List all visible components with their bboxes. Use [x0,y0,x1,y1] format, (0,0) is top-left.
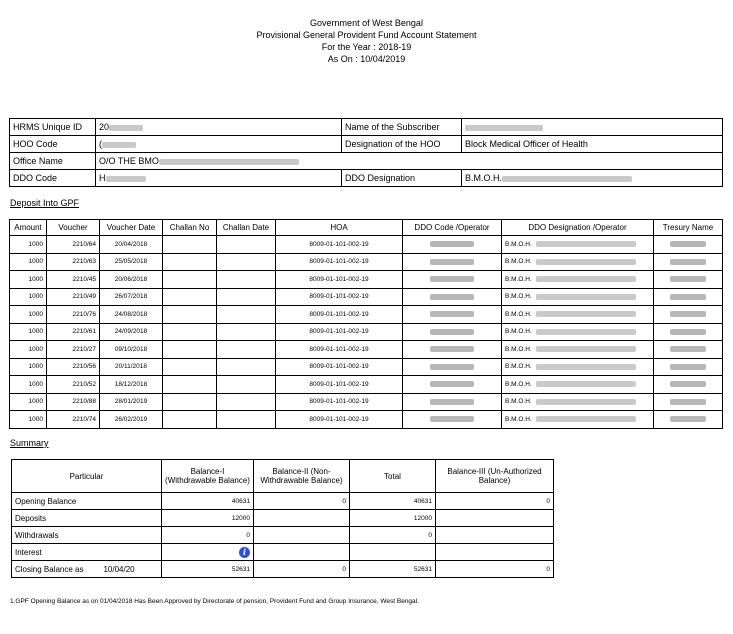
deposit-row [10,358,723,376]
amount-cell: 1000 [10,323,47,341]
withdrawals-label: Withdrawals [12,527,162,544]
closing-balance3: 0 [436,561,554,578]
summary-col-balance1: Balance-I (Withdrawable Balance) [162,460,254,493]
challan-date-cell [217,341,276,359]
summary-table [11,459,554,578]
treasury-cell [654,253,723,271]
challan-date-cell [217,411,276,429]
hoa-cell: 8009-01-101-002-19 [276,341,403,359]
footnote: 1.GPF Opening Balance as on 01/04/2018 Has Been Approved by Directorate of pension, Provident Fund and Group Insurance, West Bengal. [10,598,419,605]
hrms-value: 20 [96,119,342,136]
deposit-header-row [10,220,723,236]
ddo-code-cell [403,288,502,306]
interest-total [350,544,436,561]
ddo-code-cell [403,376,502,394]
voucher-date-cell: 26/02/2019 [100,411,163,429]
challan-date-cell [217,288,276,306]
voucher-cell: 2210/74 [47,411,100,429]
header-as-on: As On : 10/04/2019 [327,54,406,64]
ddo-designation-cell: B.M.O.H. [502,376,654,394]
ddo-code-value: H [96,170,342,187]
deposit-row [10,288,723,306]
voucher-date-cell: 20/11/2018 [100,358,163,376]
voucher-date-cell: 09/10/2018 [100,341,163,359]
voucher-date-cell: 24/09/2018 [100,323,163,341]
deposit-row [10,323,723,341]
ddo-code-cell [403,253,502,271]
voucher-cell: 2210/63 [47,253,100,271]
amount-cell: 1000 [10,288,47,306]
amount-cell: 1000 [10,236,47,254]
deposit-row [10,306,723,324]
treasury-cell [654,358,723,376]
hoa-cell: 8009-01-101-002-19 [276,306,403,324]
voucher-date-cell: 20/04/2018 [100,236,163,254]
closing-balance1: 52631 [162,561,254,578]
withdrawals-balance1: 0 [162,527,254,544]
hoa-cell: 8009-01-101-002-19 [276,323,403,341]
treasury-cell [654,306,723,324]
designation-hoo-value: Block Medical Officer of Health [462,136,723,153]
challan-date-cell [217,358,276,376]
hoa-cell: 8009-01-101-002-19 [276,236,403,254]
voucher-cell: 2210/52 [47,376,100,394]
deposit-row [10,376,723,394]
voucher-cell: 2210/49 [47,288,100,306]
interest-balance2 [254,544,350,561]
col-challan-no: Challan No [163,220,217,236]
challan-no-cell [163,253,217,271]
summary-col-total: Total [350,460,436,493]
voucher-date-cell: 24/08/2018 [100,306,163,324]
closing-total: 52631 [350,561,436,578]
col-hoa: HOA [276,220,403,236]
header-statement-title: Provisional General Provident Fund Account Statement [256,30,477,40]
ddo-code-cell [403,393,502,411]
ddo-designation-cell: B.M.O.H. [502,393,654,411]
challan-date-cell [217,323,276,341]
voucher-date-cell: 25/05/2018 [100,253,163,271]
opening-balance2: 0 [254,493,350,510]
amount-cell: 1000 [10,376,47,394]
office-name-label: Office Name [10,153,96,170]
ddo-code-cell [403,411,502,429]
treasury-cell [654,393,723,411]
deposits-label: Deposits [12,510,162,527]
interest-balance1 [162,544,254,561]
treasury-cell [654,411,723,429]
voucher-cell: 2210/76 [47,306,100,324]
challan-no-cell [163,323,217,341]
ddo-designation-cell: B.M.O.H. [502,341,654,359]
treasury-cell [654,323,723,341]
voucher-date-cell: 26/07/2018 [100,288,163,306]
amount-cell: 1000 [10,306,47,324]
ddo-code-cell [403,236,502,254]
interest-balance3 [436,544,554,561]
closing-balance2: 0 [254,561,350,578]
ddo-designation-label: DDO Designation [342,170,462,187]
ddo-designation-cell: B.M.O.H. [502,323,654,341]
deposit-row [10,236,723,254]
header-government: Government of West Bengal [310,18,423,28]
treasury-cell [654,271,723,289]
voucher-cell: 2210/88 [47,393,100,411]
col-ddo-designation: DDO Designation /Operator [502,220,654,236]
summary-row-opening [12,493,554,510]
info-icon[interactable]: i [239,547,250,558]
subscriber-value [462,119,723,136]
hoa-cell: 8009-01-101-002-19 [276,253,403,271]
summary-row-closing [12,561,554,578]
header-year: For the Year : 2018-19 [321,42,412,52]
ddo-code-cell [403,306,502,324]
hoa-cell: 8009-01-101-002-19 [276,376,403,394]
challan-no-cell [163,411,217,429]
summary-row-withdrawals [12,527,554,544]
withdrawals-total: 0 [350,527,436,544]
hoa-cell: 8009-01-101-002-19 [276,288,403,306]
deposit-table [9,219,723,429]
deposits-balance1: 12000 [162,510,254,527]
voucher-date-cell: 18/12/2018 [100,376,163,394]
challan-no-cell [163,341,217,359]
voucher-date-cell: 28/01/2019 [100,393,163,411]
challan-no-cell [163,271,217,289]
summary-col-particular: Particular [12,460,162,493]
summary-section-title: Summary [10,438,49,448]
challan-date-cell [217,393,276,411]
hoa-cell: 8009-01-101-002-19 [276,393,403,411]
opening-balance1: 40631 [162,493,254,510]
voucher-cell: 2210/45 [47,271,100,289]
challan-no-cell [163,306,217,324]
challan-date-cell [217,376,276,394]
treasury-cell [654,341,723,359]
voucher-cell: 2210/56 [47,358,100,376]
summary-row-interest [12,544,554,561]
amount-cell: 1000 [10,271,47,289]
summary-header-row [12,460,554,493]
amount-cell: 1000 [10,341,47,359]
voucher-date-cell: 20/06/2018 [100,271,163,289]
amount-cell: 1000 [10,358,47,376]
ddo-designation-value: B.M.O.H. [462,170,723,187]
deposit-row [10,253,723,271]
hoa-cell: 8009-01-101-002-19 [276,271,403,289]
ddo-code-cell [403,323,502,341]
amount-cell: 1000 [10,393,47,411]
deposits-balance2 [254,510,350,527]
amount-cell: 1000 [10,253,47,271]
treasury-cell [654,236,723,254]
opening-label: Opening Balance [12,493,162,510]
col-challan-date: Challan Date [217,220,276,236]
challan-no-cell [163,236,217,254]
subscriber-label: Name of the Subscriber [342,119,462,136]
challan-no-cell [163,376,217,394]
withdrawals-balance3 [436,527,554,544]
challan-date-cell [217,306,276,324]
voucher-cell: 2210/61 [47,323,100,341]
challan-date-cell [217,253,276,271]
col-treasury: Tresury Name [654,220,723,236]
challan-date-cell [217,236,276,254]
ddo-designation-cell: B.M.O.H. [502,236,654,254]
col-amount: Amount [10,220,47,236]
opening-balance3: 0 [436,493,554,510]
closing-date: 10/04/20 [103,564,135,574]
interest-label: Interest [12,544,162,561]
ddo-designation-cell: B.M.O.H. [502,271,654,289]
summary-col-balance2: Balance-II (Non-Withdrawable Balance) [254,460,350,493]
deposits-total: 12000 [350,510,436,527]
ddo-designation-cell: B.M.O.H. [502,358,654,376]
challan-no-cell [163,358,217,376]
hoo-code-label: HOO Code [10,136,96,153]
deposit-section-title: Deposit Into GPF [10,198,80,208]
statement-header [0,17,733,65]
deposit-row [10,411,723,429]
col-voucher: Voucher [47,220,100,236]
treasury-cell [654,288,723,306]
voucher-cell: 2210/27 [47,341,100,359]
hoa-cell: 8009-01-101-002-19 [276,358,403,376]
summary-row-deposits [12,510,554,527]
challan-date-cell [217,271,276,289]
challan-no-cell [163,288,217,306]
voucher-cell: 2210/64 [47,236,100,254]
ddo-code-cell [403,358,502,376]
closing-label: Closing Balance as 10/04/20 [12,561,162,578]
ddo-designation-cell: B.M.O.H. [502,411,654,429]
challan-no-cell [163,393,217,411]
ddo-designation-cell: B.M.O.H. [502,306,654,324]
ddo-code-cell [403,271,502,289]
hoo-code-value: ( [96,136,342,153]
deposit-row [10,271,723,289]
col-ddo-code: DDO Code /Operator [403,220,502,236]
treasury-cell [654,376,723,394]
amount-cell: 1000 [10,411,47,429]
ddo-designation-cell: B.M.O.H. [502,288,654,306]
deposit-row [10,341,723,359]
summary-col-balance3: Balance-III (Un-Authorized Balance) [436,460,554,493]
ddo-designation-cell: B.M.O.H. [502,253,654,271]
ddo-code-cell [403,341,502,359]
designation-hoo-label: Designation of the HOO [342,136,462,153]
hoa-cell: 8009-01-101-002-19 [276,411,403,429]
subscriber-info-table [9,118,723,187]
deposits-balance3 [436,510,554,527]
col-voucher-date: Voucher Date [100,220,163,236]
deposit-row [10,393,723,411]
opening-total: 40631 [350,493,436,510]
hrms-label: HRMS Unique ID [10,119,96,136]
withdrawals-balance2 [254,527,350,544]
ddo-code-label: DDO Code [10,170,96,187]
office-name-value: O/O THE BMO [96,153,723,170]
